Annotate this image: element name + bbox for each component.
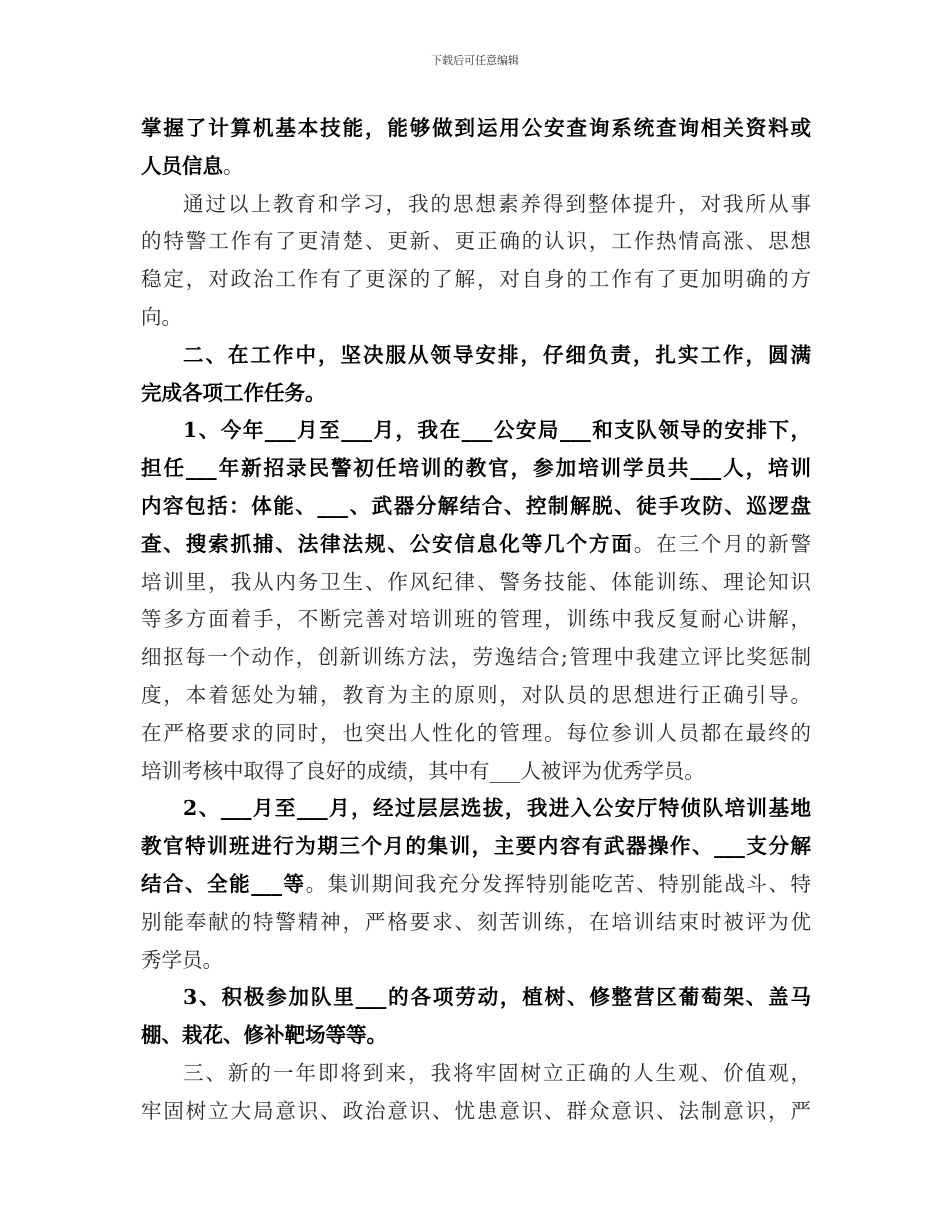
text-line [141, 375, 811, 413]
text-line [141, 979, 811, 1017]
bold-text: 教官特训班进行为期三个月的集训，主要内容有武器操作、___支分解 [141, 834, 811, 859]
text-line [141, 942, 811, 980]
body-text: 。 [223, 153, 244, 178]
body-text: 三、新的一年即将到来，我将牢固树立正确的人生观、价值观， [183, 1060, 811, 1085]
text-line [141, 261, 811, 299]
text-line [141, 828, 811, 866]
bold-text: 3、积极参加队里___的各项劳动，植树、修整营区葡萄架、盖马 [183, 985, 811, 1010]
body-text: 秀学员。 [141, 947, 223, 972]
bold-text: 完成各项工作任务。 [141, 380, 326, 405]
bold-text: 2、___月至___月，经过层层选拔，我进入公安厅特侦队培训基地 [183, 796, 811, 821]
bold-text: 结合、全能___等 [141, 871, 306, 896]
text-line [141, 677, 811, 715]
bold-text: 人员信息 [141, 153, 223, 178]
body-text: 在严格要求的同时，也突出人性化的管理。每位参训人员都在最终的 [141, 720, 811, 745]
text-line [141, 412, 811, 450]
body-text: 细抠每一个动作，创新训练方法，劳逸结合;管理中我建立评比奖惩制 [141, 645, 811, 670]
body-text: 通过以上教育和学习，我的思想素养得到整体提升，对我所从事 [183, 191, 811, 216]
body-text: 的特警工作有了更清楚、更新、更正确的认识，工作热情高涨、思想 [141, 229, 811, 254]
text-line [141, 601, 811, 639]
text-line [141, 148, 811, 186]
text-line [141, 753, 811, 791]
body-text: 培训考核中取得了良好的成绩，其中有___人被评为优秀学员。 [141, 758, 705, 783]
text-line [141, 450, 811, 488]
body-text: 。在三个月的新警 [633, 531, 811, 556]
text-line [141, 1017, 811, 1055]
body-text: 别能奉献的特警精神，严格要求、刻苦训练，在培训结束时被评为优 [141, 909, 811, 934]
text-line [141, 904, 811, 942]
body-text: 牢固树立大局意识、政治意识、忧患意识、群众意识、法制意识，严 [141, 1098, 811, 1123]
bold-text: 棚、栽花、修补靶场等等。 [141, 1023, 387, 1048]
text-line [141, 1093, 811, 1131]
bold-text: 1、今年___月至___月，我在___公安局___和支队领导的安排下， [183, 418, 811, 443]
bold-text: 掌握了计算机基本技能，能够做到运用公安查询系统查询相关资料或 [141, 116, 811, 140]
text-line [141, 526, 811, 564]
document-body [141, 110, 811, 1131]
body-text: 。集训期间我充分发挥特别能吃苦、特别能战斗、特 [305, 871, 811, 896]
text-line [141, 299, 811, 337]
body-text: 培训里，我从内务卫生、作风纪律、警务技能、体能训练、理论知识 [141, 569, 811, 594]
body-text: 等多方面着手，不断完善对培训班的管理，训练中我反复耐心讲解， [141, 607, 811, 632]
text-line [141, 110, 811, 148]
bold-text: 内容包括：体能、___、武器分解结合、控制解脱、徒手攻防、巡逻盘 [141, 493, 811, 518]
text-line [141, 186, 811, 224]
body-text: 稳定，对政治工作有了更深的了解，对自身的工作有了更加明确的方 [141, 267, 811, 292]
text-line [141, 488, 811, 526]
bold-text: 查、搜索抓捕、法律法规、公安信息化等几个方面 [141, 531, 634, 556]
body-text: 度，本着惩处为辅，教育为主的原则，对队员的思想进行正确引导。 [141, 682, 811, 707]
text-line [141, 866, 811, 904]
text-line [141, 337, 811, 375]
bold-text: 担任___年新招录民警初任培训的教官，参加培训学员共___人，培训 [141, 456, 811, 481]
body-text: 向。 [141, 304, 182, 329]
text-line [141, 639, 811, 677]
text-line [141, 223, 811, 261]
text-line [141, 564, 811, 602]
text-line [141, 1055, 811, 1093]
text-line [141, 715, 811, 753]
text-line [141, 790, 811, 828]
page-header: 下载后可任意编辑 [431, 54, 519, 67]
bold-text: 二、在工作中，坚决服从领导安排，仔细负责，扎实工作，圆满 [183, 342, 811, 367]
